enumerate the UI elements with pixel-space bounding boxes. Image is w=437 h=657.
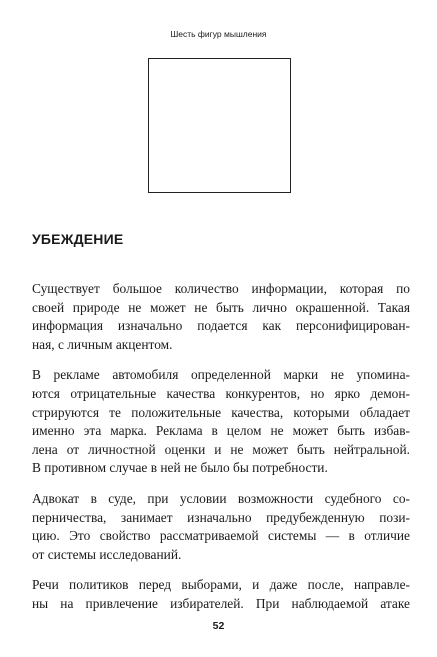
body-text (32, 280, 410, 626)
paragraph (32, 490, 410, 564)
text-line: стрируются те положительные качества, которыми обладает (32, 404, 410, 420)
paragraph (32, 280, 410, 354)
paragraph (32, 576, 410, 613)
text-line: от системы исследований. (32, 546, 182, 562)
text-line: Адвокат в суде, при условии возможности судебного со- (32, 490, 410, 506)
text-line: лена от личностной оценки и не может быть нейтральной. (32, 441, 410, 457)
text-line: именно эта марка. Реклама в целом не может быть избав- (32, 423, 410, 439)
paragraph (32, 366, 410, 478)
text-line: ная, с личным акцентом. (32, 336, 173, 352)
text-line: информация изначально подается как персонифицирован- (32, 318, 410, 334)
text-line: Существует большое количество информации, которая по (32, 281, 410, 296)
text-line: ются отрицательные качества конкурентов, но ярко демон- (32, 385, 410, 401)
text-line: своей природе не может не быть лично окрашенной. Такая (32, 299, 410, 315)
page-number: 52 (212, 620, 225, 632)
text-line: перничества, занимает изначально предубежденную пози- (32, 509, 410, 525)
section-title: УБЕЖДЕНИЕ (32, 231, 124, 247)
running-head: Шесть фигур мышления (170, 29, 267, 39)
text-line: цию. Это свойство рассматриваемой системы — в отличие (32, 528, 410, 544)
text-line: ны на привлечение избирателей. При наблюдаемой атаке (32, 595, 410, 611)
figure-placeholder (148, 58, 291, 193)
text-line: Речи политиков перед выборами, и даже после, направле- (32, 577, 410, 593)
text-line: В рекламе автомобиля определенной марки не упомина- (32, 367, 410, 383)
text-line: В противном случае в ней не было бы потребности. (32, 460, 328, 476)
